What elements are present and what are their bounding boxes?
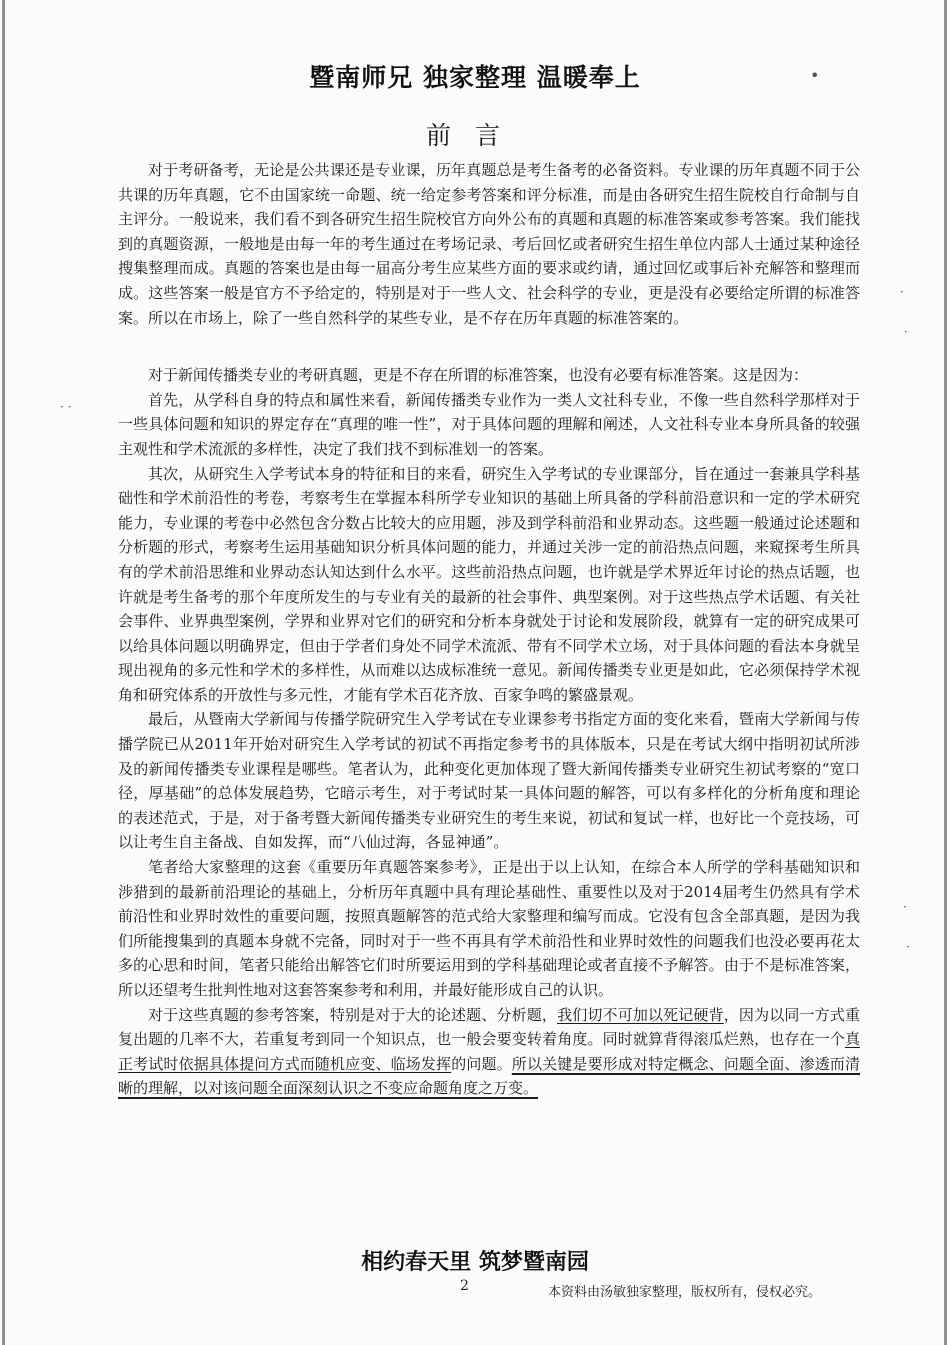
paragraph-3: 首先，从学科自身的特点和属性来看，新闻传播类专业作为一类人文社科专业，不像一些自然科学那样对于一些具体问题和知识的界定存在“真理的唯一性”，对于具体问题的理解和阐述，人文社科专业本身所具备的较强主观性和学术流派的多样性，决定了我们找不到标准划一的答案。 (118, 390, 860, 458)
footer-slogan: 相约春天里 筑梦暨南园 (361, 1250, 589, 1275)
copyright-note: 本资料由汤敏独家整理，版权所有，侵权必究。 (548, 1285, 822, 1300)
scan-left-edge (2, 0, 5, 1345)
paragraph-5: 最后，从暨南大学新闻与传播学院研究生入学考试在专业课参考书指定方面的变化来看，暨南大学新闻与传播学院已从2011年开始对研究生入学考试的初试不再指定参考书的具体版本，只是在考试大纲中指明初试所涉及的新闻传播类专业课程是哪些。笔者认为，此种变化更加体现了暨大新闻传播类专业研究生初试考察的“宽口径，厚基础”的总体发展趋势，它暗示考生，对于考试时某一具体问题的解答，可以有多样化的分析角度和理论的表述范式，于是，对于备考暨大新闻传播类专业研究生的考生来说，初试和复试一样，也好比一个竞技场，可以让考生自主备战、自如发挥，而“八仙过海，各显神通”。 (118, 710, 860, 852)
paragraph-1: 对于考研备考，无论是公共课还是专业课，历年真题总是考生备考的必备资料。专业课的历年真题不同于公共课的历年真题，它不由国家统一命题、统一给定参考答案和评分标准，而是由各研究生招生院校自行命制与自主评分。一般说来，我们看不到各研究生招生院校官方向外公布的真题和真题的标准答案或参考答案。我们能找到的真题资源，一般地是由每一年的考生通过在考场记录、考后回忆或者研究生招生单位内部人士通过某种途径搜集整理而成。真题的答案也是由每一届高分考生应某些方面的要求或约请，通过回忆或事后补充解答和整理而成。这些答案一般是官方不予给定的，特别是对于一些人文、社会科学的专业，更是没有必要给定所谓的标准答案。所以在市场上，除了一些自然科学的某些专业，是不存在历年真题的标准答案的。 (118, 161, 860, 327)
paragraph-2: 对于新闻传播类专业的考研真题，更是不存在所谓的标准答案，也没有必要有标准答案。这是因为： (148, 366, 809, 385)
underlined-phrase-1: 我们切不可加以死记硬背 (557, 1005, 724, 1024)
p7-text-a: 对于这些真题的参考答案，特别是对于大的论述题、分析题， (148, 1005, 558, 1024)
p7-text-e: 的问题。 (451, 1054, 512, 1073)
scan-speck: · (906, 940, 910, 954)
document-body (118, 158, 860, 1101)
paragraph-spacer (118, 330, 860, 363)
underlined-phrase-2: 真正考试时依据具体提问方式而随机应变、临场发挥 (118, 1030, 860, 1073)
p7-text-c: ，因为以同一方式重复出题的几率不大，若重复考到同一个知识点，也一般会要变转着角度。同时就算背得滚瓜烂熟，也存在一个 (118, 1005, 860, 1049)
paragraph-6: 笔者给大家整理的这套《重要历年真题答案参考》，正是出于以上认知，在综合本人所学的学科基础知识和涉猎到的最新前沿理论的基础上，分析历年真题中具有理论基础性、重要性以及对于2014届考生仍然具有学术前沿性和业界时效性的重要问题，按照真题解答的范式给大家整理和编写而成。它没有包含全部真题，是因为我们所能搜集到的真题本身就不完备，同时对于一些不再具有学术前沿性和业界时效性的问题我们也没必要再花太多的心思和时间，笔者只能给出解答它们时所要运用到的学科基础理论或者直接不予解答。由于不是标准答案，所以还望考生批判性地对这套答案参考和利用，并最好能形成自己的认识。 (118, 858, 860, 999)
header-banner: 暨南师兄 独家整理 温暖奉上 (309, 63, 641, 92)
page-number: 2 (460, 1278, 469, 1294)
scan-speck: · (900, 285, 904, 299)
scan-speck: · (904, 325, 908, 339)
scan-speck: · (903, 900, 907, 914)
page-title: 前言 (425, 121, 524, 150)
scan-speck: · · (60, 400, 72, 414)
scan-right-edge (944, 0, 947, 1345)
paragraph-4: 其次，从研究生入学考试本身的特征和目的来看，研究生入学考试的专业课部分，旨在通过一套兼具学科基础性和学术前沿性的考卷，考察考生在掌握本科所学专业知识的基础上所具备的学科前沿意识和一定的学术研究能力，专业课的考卷中必然包含分数占比较大的应用题，涉及到学科前沿和业界动态。这些题一般通过论述题和分析题的形式，考察考生运用基础知识分析具体问题的能力，并通过关涉一定的前沿热点问题，来窥探考生所具有的学术前沿思维和业界动态认知达到什么水平。这些前沿热点问题，也许就是学术界近年讨论的热点话题，也许就是考生备考的那个年度所发生的与专业有关的最新的社会事件、典型案例。对于这些热点学术话题、有关社会事件、业界典型案例，学界和业界对它们的研究和分析本身就处于讨论和发展阶段，就算有一定的研究成果可以给具体问题以明确界定，但由于学者们身处不同学术流派、带有不同学术立场，对于具体问题的看法本身就呈现出视角的多元性和学术的多样性，从而难以达成标准统一意见。新闻传播类专业更是如此，它必须保持学术视角和研究体系的开放性与多元性，才能有学术百花齐放、百家争鸣的繁盛景观。 (118, 464, 860, 704)
scan-speck: • (810, 66, 820, 85)
paragraph-7 (118, 1003, 860, 1101)
underlined-key-sentence: 所以关键是要形成对特定概念、问题全面、渗透而清晰的理解，以对该问题全面深刻认识之不变应命题角度之万变。 (118, 1054, 860, 1098)
